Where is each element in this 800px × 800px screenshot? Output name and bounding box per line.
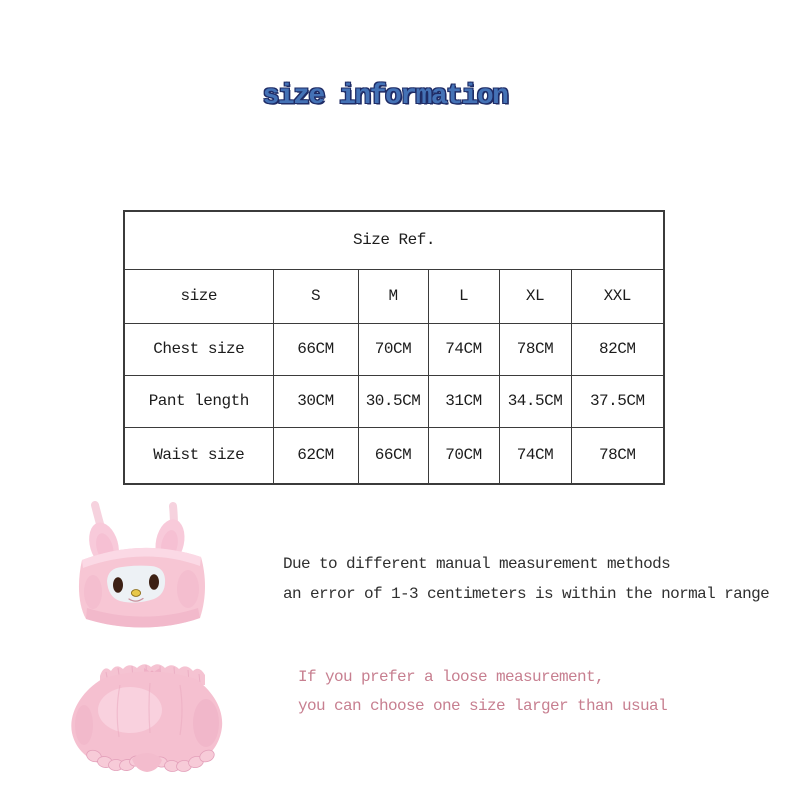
- measurement-note-line1: Due to different manual measurement methods: [283, 555, 671, 573]
- melody-face: [107, 566, 165, 603]
- nose-icon: [131, 590, 140, 597]
- chest-m: 70CM: [358, 323, 428, 375]
- plush-top-image: [74, 497, 214, 637]
- col-header-xxl: XXL: [571, 269, 664, 323]
- chest-xl: 78CM: [499, 323, 571, 375]
- measurement-note-line2: an error of 1-3 centimeters is within the normal range: [283, 585, 770, 603]
- pant-m: 30.5CM: [358, 375, 428, 427]
- row-label-pant: Pant length: [124, 375, 273, 427]
- waist-m: 66CM: [358, 427, 428, 484]
- waist-l: 70CM: [428, 427, 499, 484]
- col-header-size: size: [124, 269, 273, 323]
- col-header-s: S: [273, 269, 358, 323]
- table-row-pant: [124, 375, 664, 427]
- row-label-waist: Waist size: [124, 427, 273, 484]
- table-row-caption: [124, 211, 664, 269]
- waist-xxl: 78CM: [571, 427, 664, 484]
- table-caption: Size Ref.: [124, 211, 664, 269]
- col-header-xl: XL: [499, 269, 571, 323]
- table-row-header: [124, 269, 664, 323]
- row-label-chest: Chest size: [124, 323, 273, 375]
- eye-right-icon: [149, 574, 159, 590]
- pant-xxl: 37.5CM: [571, 375, 664, 427]
- chest-s: 66CM: [273, 323, 358, 375]
- pant-l: 31CM: [428, 375, 499, 427]
- chest-xxl: 82CM: [571, 323, 664, 375]
- measurement-note: [283, 549, 769, 609]
- table-row-waist: [124, 427, 664, 484]
- loose-fit-note-line1: If you prefer a loose measurement,: [298, 668, 605, 686]
- col-header-l: L: [428, 269, 499, 323]
- page-title: size information: [262, 81, 508, 112]
- pant-xl: 34.5CM: [499, 375, 571, 427]
- eye-left-icon: [113, 577, 123, 593]
- size-table: [123, 210, 665, 485]
- chest-l: 74CM: [428, 323, 499, 375]
- loose-fit-note-line2: you can choose one size larger than usual: [298, 697, 668, 715]
- pant-s: 30CM: [273, 375, 358, 427]
- col-header-m: M: [358, 269, 428, 323]
- waist-s: 62CM: [273, 427, 358, 484]
- plush-bloomers-image: [58, 655, 242, 780]
- table-row-chest: [124, 323, 664, 375]
- waist-xl: 74CM: [499, 427, 571, 484]
- loose-fit-note: [298, 663, 667, 721]
